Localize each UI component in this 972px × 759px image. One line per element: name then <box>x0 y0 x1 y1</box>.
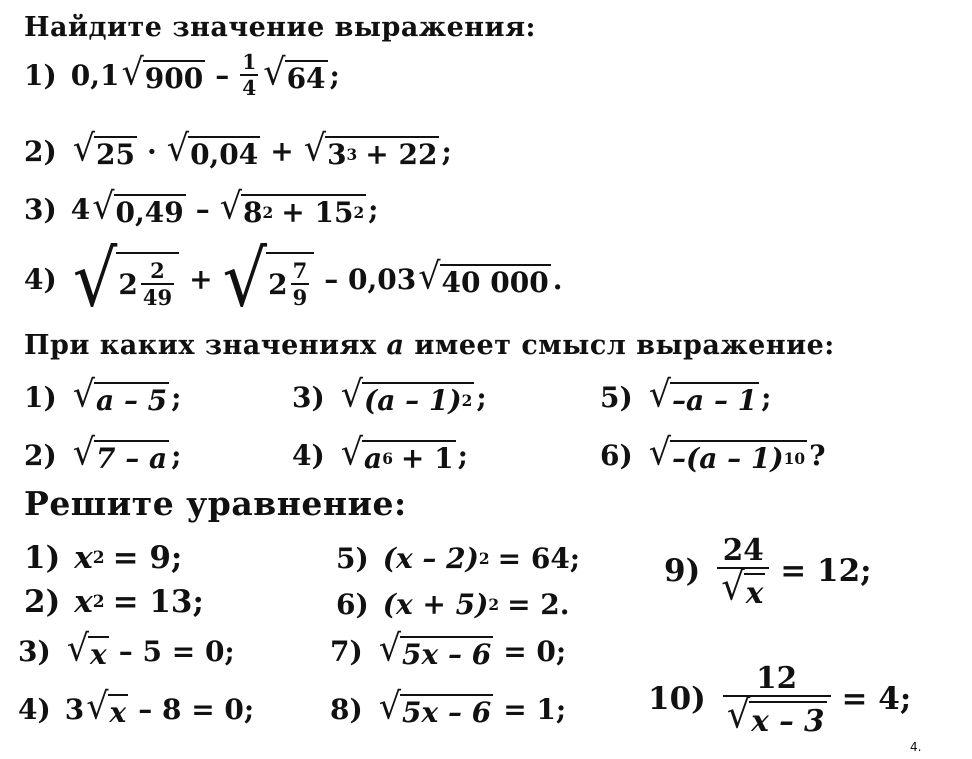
equation-4: 4) 3 √ x – 8 = 0; <box>18 685 255 729</box>
sqrt: √ 2 $\frac{2}{49}$ <box>73 244 179 314</box>
sqrt: √ 0,49 <box>92 185 184 229</box>
equation-8: 8) √ 5x – 6 = 1; <box>330 685 567 729</box>
fraction: 12 √ x – 3 <box>723 660 831 738</box>
sqrt: √ x <box>721 563 764 610</box>
sqrt: √ a – 5 <box>72 373 168 417</box>
problem-2-4: 4) √ a 6 + 1 ; <box>292 431 468 475</box>
sqrt: √ 8 2 + 15 2 <box>219 185 365 229</box>
problem-2-1: 1) √ a – 5 ; <box>24 373 182 417</box>
equation-3: 3) √ x – 5 = 0; <box>18 627 235 671</box>
page-number: 4. <box>910 740 922 754</box>
problem-1-2: 2) √ 25 · √ 0,04 + √ 3 3 + 22 ; <box>24 127 452 171</box>
sqrt: √ 5x – 6 <box>378 627 492 671</box>
equation-6: 6) (x + 5) 2 = 2. <box>336 588 570 621</box>
sqrt: √ 25 <box>72 127 136 171</box>
sqrt: √ x <box>66 627 107 671</box>
sqrt: √ 40 000 <box>418 255 549 299</box>
sqrt: √ 3 3 + 22 <box>303 127 438 171</box>
equation-7: 7) √ 5x – 6 = 0; <box>330 627 567 671</box>
problem-2-6: 6) √ –(a – 1) 10 ? <box>600 431 826 475</box>
section3-title: Решите уравнение: <box>24 484 407 523</box>
problem-1-1: 1) 0,1 √ 900 – $\frac{1}{4}$ √ 64 ; <box>24 50 340 100</box>
sqrt: √ –(a – 1) 10 <box>648 431 806 475</box>
equation-9: 9) 24 √ x = 12; <box>664 532 872 610</box>
sqrt: √ x – 3 <box>726 691 825 738</box>
problem-1-3: 3) 4 √ 0,49 – √ 8 2 + 15 2 ; <box>24 185 379 229</box>
section1-title: Найдите значение выражения: <box>24 12 536 43</box>
equation-10: 10) 12 √ x – 3 = 4; <box>648 660 912 738</box>
sqrt: √ 7 – a <box>72 431 168 475</box>
sqrt: √ 2 $\frac{7}{9}$ <box>223 244 315 314</box>
problem-2-3: 3) √ (a – 1) 2 ; <box>292 373 487 417</box>
sqrt: √ –a – 1 <box>648 373 758 417</box>
sqrt: √ 64 <box>263 51 326 95</box>
fraction: $\frac{1}{4}$ <box>242 50 257 100</box>
sqrt: √ 900 <box>121 51 204 95</box>
fraction: 24 √ x <box>717 532 769 610</box>
problem-1-4: 4) √ 2 $\frac{2}{49}$ + √ 2 $\frac{7}{9}$ – 0,03 √ 40 000 . <box>24 233 563 325</box>
equation-2: 2) x 2 = 13; <box>24 584 204 620</box>
problem-2-5: 5) √ –a – 1 ; <box>600 373 772 417</box>
equation-1: 1) x 2 = 9; <box>24 540 183 576</box>
sqrt: √ a 6 + 1 <box>340 431 454 475</box>
problem-2-2: 2) √ 7 – a ; <box>24 431 182 475</box>
sqrt: √ (a – 1) 2 <box>340 373 473 417</box>
sqrt: √ x <box>86 685 127 729</box>
sqrt: √ 5x – 6 <box>378 685 492 729</box>
equation-5: 5) (x – 2) 2 = 64; <box>336 542 581 575</box>
sqrt: √ 0,04 <box>166 127 259 171</box>
section2-title: При каких значениях a имеет смысл выражение: <box>24 330 835 361</box>
